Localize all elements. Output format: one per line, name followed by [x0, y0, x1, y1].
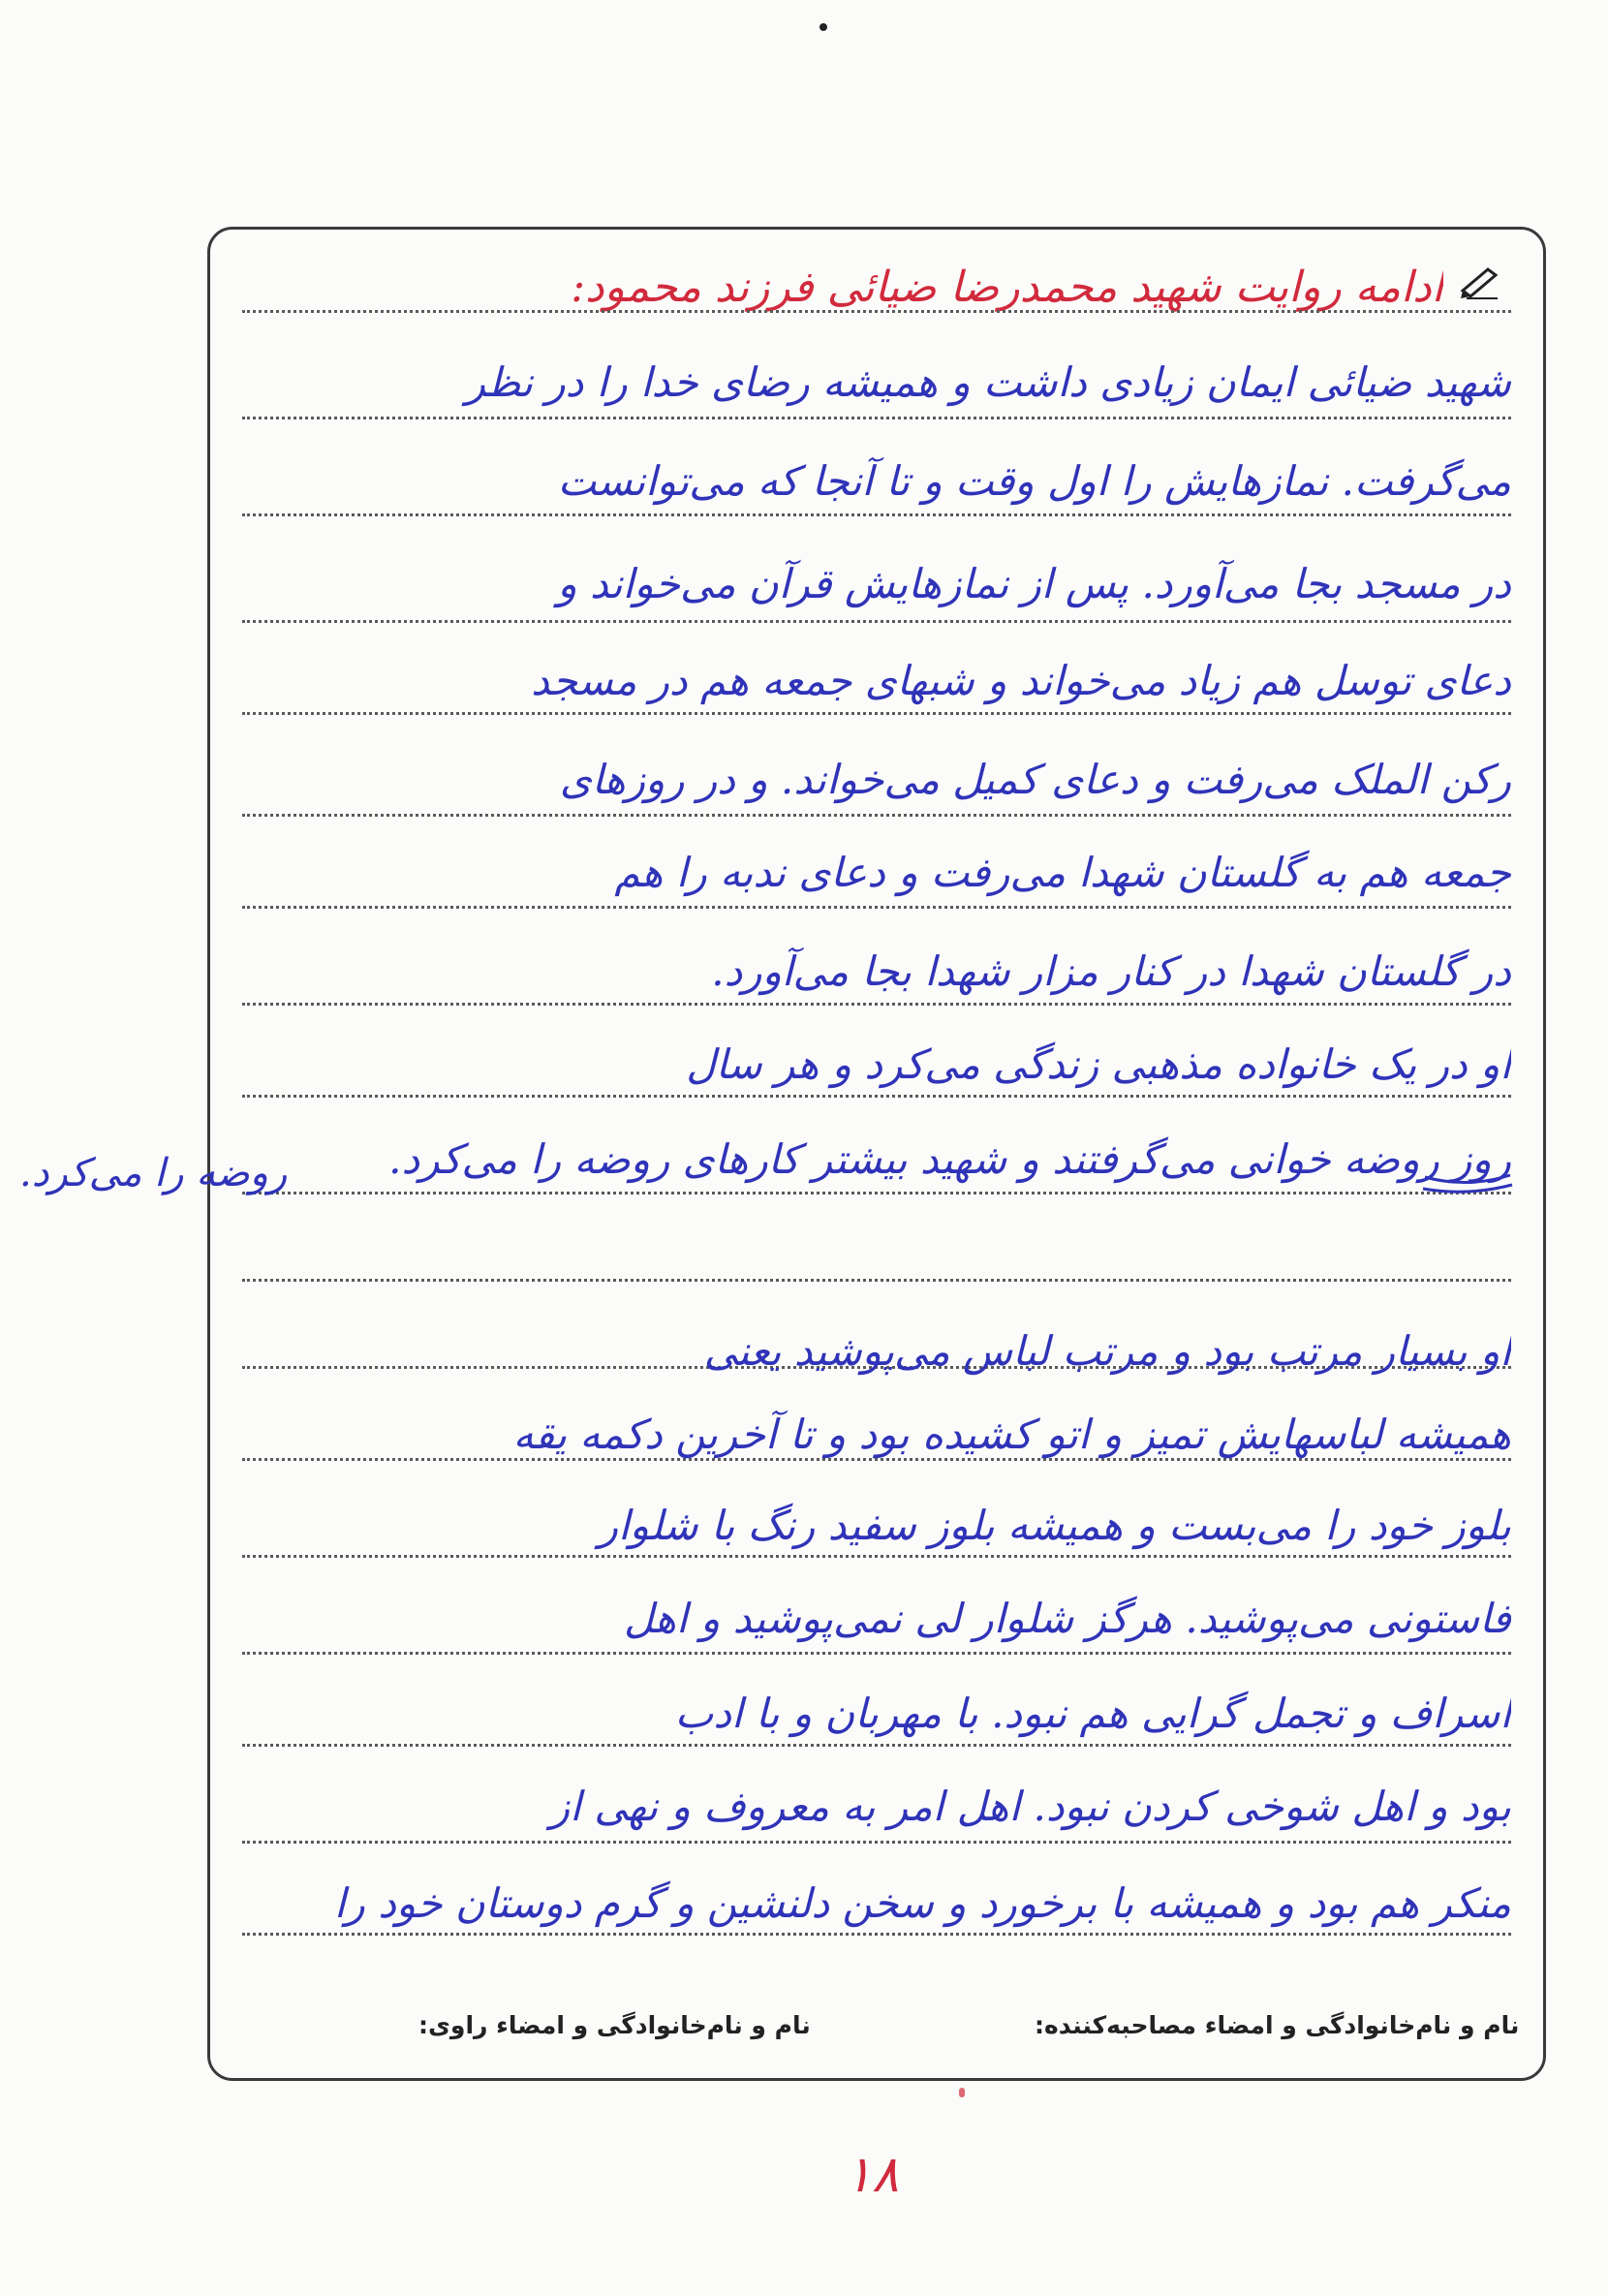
handwritten-line: رکن الملک می‌رفت و دعای کمیل می‌خواند. و در روزهای [559, 756, 1511, 803]
top-dot-mark [819, 23, 827, 31]
handwritten-line: بلوز خود را می‌بست و همیشه بلوز سفید رنگ با شلوار [598, 1502, 1511, 1549]
handwritten-line [232, 1219, 1511, 1287]
ruled-line [242, 310, 1511, 313]
handwritten-line: روز روضه خوانی می‌گرفتند و شهید بیشتر کارهای روضه را می‌کرد. [388, 1135, 1511, 1183]
handwritten-line: دعای توسل هم زیاد می‌خواند و شبهای جمعه هم در مسجد [531, 657, 1511, 704]
handwritten-line: اسراف و تجمل گرایی هم نبود. با مهربان و با ادب [674, 1690, 1511, 1737]
handwritten-line: او بسیار مرتب بود و مرتب لباس می‌پوشید یعنی [703, 1327, 1511, 1375]
ruled-line [242, 1841, 1511, 1844]
handwritten-line: همیشه لباسهایش تمیز و اتو کشیده بود و تا آخرین دکمه یقه [512, 1411, 1511, 1458]
handwritten-line: می‌گرفت. نمازهایش را اول وقت و تا آنجا که می‌توانست [557, 457, 1511, 505]
narrator-signature-label: نام و نام‌خانوادگی و امضاء راوی: [418, 2011, 811, 2039]
underline-stroke [1419, 1167, 1516, 1196]
ruled-line [242, 417, 1511, 419]
handwritten-line: فاستونی می‌پوشید. هرگز شلوار لی نمی‌پوشید و اهل [624, 1595, 1511, 1642]
handwritten-line: جمعه هم به گلستان شهدا می‌رفت و دعای ندبه را هم [614, 849, 1511, 896]
ruled-line [242, 814, 1511, 817]
handwritten-line: شهید ضیائی ایمان زیادی داشت و همیشه رضای خدا را در نظر [465, 358, 1511, 406]
ruled-line [242, 620, 1511, 623]
handwritten-line: در مسجد بجا می‌آورد. پس از نمازهایش قرآن می‌خواند و [557, 560, 1511, 607]
ink-speck [959, 2088, 965, 2097]
interviewer-signature-label: نام و نام‌خانوادگی و امضاء مصاحبه‌کننده: [1035, 2011, 1520, 2039]
handwritten-line: منکر هم بود و همیشه با برخورد و سخن دلنشین و گرم دوستان خود را [333, 1879, 1511, 1927]
narrative-title: ادامه روایت شهید محمدرضا ضیائی فرزند محمود: [571, 263, 1443, 312]
handwritten-line: بود و اهل شوخی کردن نبود. اهل امر به معروف و نهی از [549, 1783, 1511, 1830]
handwritten-line: در گلستان شهدا در کنار مزار شهدا بجا می‌آورد. [711, 947, 1511, 995]
handwritten-line: او در یک خانواده مذهبی زندگی می‌کرد و هر سال [686, 1040, 1511, 1088]
pen-icon [1459, 262, 1503, 300]
margin-note: روضه را می‌کرد. [19, 1151, 288, 1195]
page-number: ۱۸ [845, 2146, 899, 2204]
